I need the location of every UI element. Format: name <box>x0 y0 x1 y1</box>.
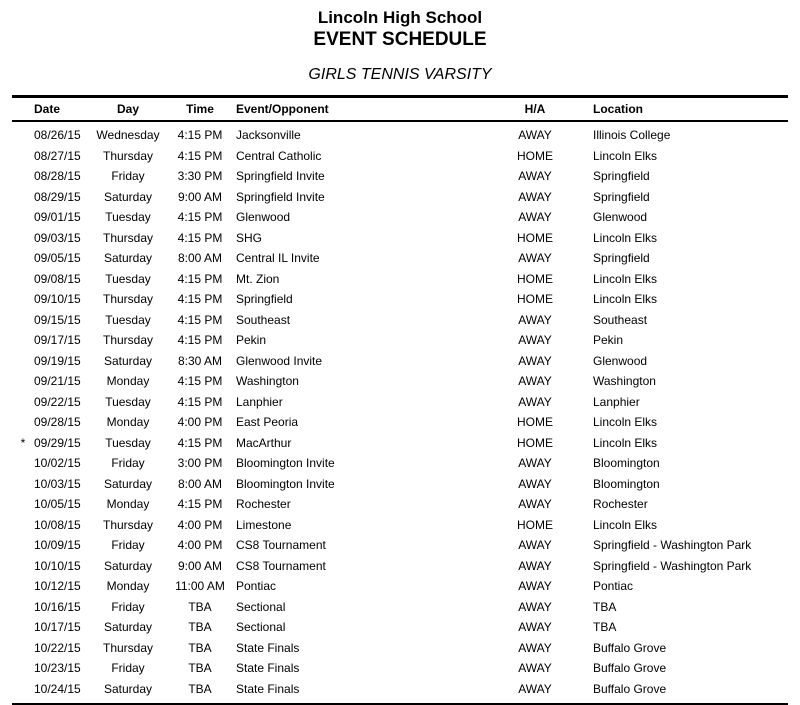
table-row <box>12 248 788 269</box>
cell-ha: AWAY <box>518 579 552 593</box>
cell-time: 4:15 PM <box>177 435 223 450</box>
cell-date: 10/05/15 <box>34 497 81 511</box>
cell-date: 09/21/15 <box>34 374 81 388</box>
cell-ha: AWAY <box>518 661 552 675</box>
cell-time: 9:00 AM <box>177 558 223 573</box>
cell-ha: HOME <box>517 148 553 163</box>
cell-time: 4:15 PM <box>177 210 223 224</box>
row-marker <box>12 289 34 310</box>
cell-day: Thursday <box>102 517 154 532</box>
cell-event: CS8 Tournament <box>236 538 326 552</box>
cell-event: Pontiac <box>236 579 277 593</box>
cell-time: TBA <box>188 640 212 655</box>
cell-event: Bloomington Invite <box>236 456 335 470</box>
table-header-row <box>12 97 788 122</box>
row-marker <box>12 576 34 597</box>
cell-ha: AWAY <box>518 210 552 224</box>
cell-time: 8:00 AM <box>177 251 223 265</box>
cell-location: Lincoln Elks <box>593 435 658 450</box>
cell-date: 09/10/15 <box>34 292 81 306</box>
table-row <box>12 658 788 679</box>
table-row <box>12 187 788 208</box>
row-marker <box>12 412 34 433</box>
cell-location: Washington <box>593 374 656 388</box>
cell-location: Glenwood <box>593 210 648 224</box>
cell-event: Sectional <box>236 620 286 634</box>
cell-time: 4:15 PM <box>177 128 223 142</box>
cell-event: State Finals <box>236 681 300 696</box>
cell-event: Central Catholic <box>236 148 322 163</box>
cell-day: Monday <box>106 415 150 429</box>
cell-location: Glenwood <box>593 353 648 368</box>
cell-date: 09/01/15 <box>34 210 81 224</box>
cell-event: Sectional <box>236 599 286 614</box>
row-marker <box>12 228 34 249</box>
cell-date: 10/10/15 <box>34 558 81 573</box>
cell-day: Thursday <box>102 292 154 306</box>
cell-location: Springfield - Washington Park <box>593 558 752 573</box>
table-row <box>12 556 788 577</box>
cell-time: 4:00 PM <box>177 517 223 532</box>
cell-location: Illinois College <box>593 128 671 142</box>
row-marker <box>12 392 34 413</box>
column-header-time: Time <box>164 97 236 122</box>
table-row <box>12 515 788 536</box>
cell-event: Glenwood Invite <box>236 353 323 368</box>
row-marker <box>12 515 34 536</box>
cell-location: Springfield <box>593 169 650 183</box>
table-row <box>12 535 788 556</box>
row-marker: * <box>20 435 26 450</box>
cell-day: Saturday <box>103 189 153 204</box>
cell-location: Pontiac <box>593 579 634 593</box>
cell-day: Thursday <box>102 333 154 347</box>
table-row <box>12 310 788 331</box>
cell-ha: AWAY <box>518 538 552 552</box>
cell-time: 4:00 PM <box>177 538 223 552</box>
table-row <box>12 679 788 704</box>
cell-event: Washington <box>236 374 299 388</box>
row-marker <box>12 371 34 392</box>
column-header-date: Date <box>34 97 92 122</box>
cell-event: CS8 Tournament <box>236 558 326 573</box>
row-marker <box>12 310 34 331</box>
document-header <box>0 0 800 85</box>
cell-ha: AWAY <box>518 620 552 634</box>
table-row <box>12 166 788 187</box>
cell-date: 09/17/15 <box>34 333 81 347</box>
cell-day: Saturday <box>103 620 153 634</box>
cell-location: Springfield - Washington Park <box>593 538 752 552</box>
cell-time: 3:30 PM <box>177 169 223 183</box>
cell-ha: AWAY <box>518 558 552 573</box>
cell-date: 09/08/15 <box>34 271 81 286</box>
cell-time: 8:30 AM <box>177 353 223 368</box>
cell-ha: AWAY <box>518 394 552 409</box>
row-marker <box>12 453 34 474</box>
cell-ha: AWAY <box>518 169 552 183</box>
cell-location: Bloomington <box>593 476 660 491</box>
cell-location: TBA <box>593 620 617 634</box>
cell-time: 4:15 PM <box>177 333 223 347</box>
cell-ha: AWAY <box>518 353 552 368</box>
table-row <box>12 146 788 167</box>
cell-event: Springfield Invite <box>236 189 325 204</box>
table-row <box>12 269 788 290</box>
cell-day: Monday <box>106 374 150 388</box>
cell-day: Saturday <box>103 681 153 696</box>
cell-date: 10/08/15 <box>34 517 81 532</box>
cell-time: TBA <box>188 681 212 696</box>
team-subtitle: GIRLS TENNIS VARSITY <box>308 66 492 83</box>
cell-date: 10/23/15 <box>34 661 81 675</box>
row-marker <box>12 146 34 167</box>
cell-date: 10/02/15 <box>34 456 81 470</box>
cell-event: State Finals <box>236 661 300 675</box>
cell-event: Southeast <box>236 312 291 327</box>
cell-time: 4:15 PM <box>177 394 223 409</box>
cell-event: East Peoria <box>236 415 299 429</box>
cell-event: Limestone <box>236 517 292 532</box>
table-row <box>12 289 788 310</box>
row-marker <box>12 658 34 679</box>
row-marker <box>12 597 34 618</box>
table-row <box>12 433 788 454</box>
cell-time: 4:15 PM <box>177 374 223 388</box>
cell-time: 4:15 PM <box>177 271 223 286</box>
cell-location: Lincoln Elks <box>593 517 658 532</box>
cell-date: 09/28/15 <box>34 415 81 429</box>
row-marker <box>12 207 34 228</box>
cell-day: Tuesday <box>105 210 151 224</box>
cell-ha: AWAY <box>518 251 552 265</box>
cell-day: Saturday <box>103 558 153 573</box>
table-row <box>12 121 788 146</box>
cell-location: Springfield <box>593 189 650 204</box>
cell-date: 10/17/15 <box>34 620 81 634</box>
row-marker <box>12 166 34 187</box>
table-row <box>12 351 788 372</box>
cell-time: 4:15 PM <box>177 148 223 163</box>
schedule-body <box>12 121 788 704</box>
row-marker <box>12 330 34 351</box>
cell-day: Tuesday <box>105 271 151 286</box>
cell-location: Lincoln Elks <box>593 230 658 245</box>
cell-time: 8:00 AM <box>177 476 223 491</box>
cell-ha: HOME <box>517 435 553 450</box>
cell-ha: HOME <box>517 517 553 532</box>
cell-day: Tuesday <box>105 312 151 327</box>
cell-day: Thursday <box>102 640 154 655</box>
table-row <box>12 371 788 392</box>
cell-date: 08/28/15 <box>34 169 81 183</box>
cell-date: 09/15/15 <box>34 312 81 327</box>
cell-location: TBA <box>593 599 617 614</box>
cell-date: 09/19/15 <box>34 353 81 368</box>
column-header-day: Day <box>92 97 164 122</box>
cell-date: 09/22/15 <box>34 394 81 409</box>
cell-day: Wednesday <box>96 128 160 142</box>
row-marker <box>12 535 34 556</box>
event-schedule-table <box>12 95 788 705</box>
cell-time: 4:15 PM <box>177 230 223 245</box>
cell-location: Pekin <box>593 333 624 347</box>
table-row <box>12 228 788 249</box>
column-header-ha: H/A <box>504 97 566 122</box>
cell-location: Southeast <box>593 312 648 327</box>
cell-time: 4:15 PM <box>177 292 223 306</box>
cell-event: Glenwood <box>236 210 291 224</box>
cell-time: 4:15 PM <box>177 497 223 511</box>
school-name: Lincoln High School <box>317 8 483 27</box>
table-row <box>12 207 788 228</box>
table-row <box>12 576 788 597</box>
cell-location: Lincoln Elks <box>593 292 658 306</box>
cell-date: 10/09/15 <box>34 538 81 552</box>
cell-day: Saturday <box>103 353 153 368</box>
cell-day: Monday <box>106 579 150 593</box>
cell-date: 08/26/15 <box>34 128 81 142</box>
cell-time: 3:00 PM <box>177 456 223 470</box>
cell-date: 10/12/15 <box>34 579 81 593</box>
cell-day: Friday <box>111 661 145 675</box>
cell-ha: AWAY <box>518 476 552 491</box>
cell-day: Friday <box>111 599 145 614</box>
cell-location: Buffalo Grove <box>593 661 667 675</box>
cell-ha: HOME <box>517 415 553 429</box>
page-title: EVENT SCHEDULE <box>313 29 487 50</box>
cell-event: Springfield <box>236 292 293 306</box>
cell-day: Saturday <box>103 476 153 491</box>
cell-day: Thursday <box>102 230 154 245</box>
cell-date: 08/29/15 <box>34 189 81 204</box>
cell-time: 4:00 PM <box>177 415 223 429</box>
cell-ha: HOME <box>517 292 553 306</box>
column-header-event: Event/Opponent <box>236 97 504 122</box>
table-row <box>12 494 788 515</box>
cell-ha: AWAY <box>518 599 552 614</box>
cell-ha: AWAY <box>518 312 552 327</box>
cell-ha: HOME <box>517 271 553 286</box>
cell-event: Jacksonville <box>236 128 301 142</box>
row-marker <box>12 248 34 269</box>
cell-location: Buffalo Grove <box>593 681 667 696</box>
table-row <box>12 597 788 618</box>
row-marker <box>12 269 34 290</box>
cell-event: State Finals <box>236 640 300 655</box>
row-marker <box>12 617 34 638</box>
row-marker <box>12 121 34 146</box>
cell-location: Springfield <box>593 251 650 265</box>
column-header-location: Location <box>566 97 788 122</box>
row-marker <box>12 638 34 659</box>
cell-event: Rochester <box>236 497 291 511</box>
cell-day: Friday <box>111 538 145 552</box>
cell-ha: AWAY <box>518 374 552 388</box>
cell-day: Friday <box>111 456 145 470</box>
cell-location: Lincoln Elks <box>593 415 658 429</box>
row-marker <box>12 556 34 577</box>
table-row <box>12 474 788 495</box>
cell-date: 10/03/15 <box>34 476 81 491</box>
cell-ha: AWAY <box>518 681 552 696</box>
cell-location: Lanphier <box>593 394 640 409</box>
cell-time: TBA <box>188 661 212 675</box>
cell-event: Mt. Zion <box>236 271 280 286</box>
cell-day: Thursday <box>102 148 154 163</box>
cell-location: Buffalo Grove <box>593 640 667 655</box>
row-marker <box>12 679 34 704</box>
cell-time: 11:00 AM <box>175 579 225 593</box>
table-row <box>12 617 788 638</box>
cell-date: 10/22/15 <box>34 640 81 655</box>
cell-location: Lincoln Elks <box>593 271 658 286</box>
row-marker <box>12 187 34 208</box>
row-marker <box>12 494 34 515</box>
table-row <box>12 330 788 351</box>
cell-date: 09/29/15 <box>34 435 81 450</box>
cell-day: Friday <box>111 169 145 183</box>
cell-date: 09/05/15 <box>34 251 81 265</box>
cell-time: 9:00 AM <box>177 189 223 204</box>
cell-day: Tuesday <box>105 394 151 409</box>
column-header-marker <box>12 97 34 122</box>
table-row <box>12 638 788 659</box>
table-row <box>12 412 788 433</box>
cell-ha: HOME <box>517 230 553 245</box>
row-marker <box>12 474 34 495</box>
cell-date: 10/16/15 <box>34 599 81 614</box>
cell-time: TBA <box>188 620 212 634</box>
row-marker <box>12 351 34 372</box>
cell-event: SHG <box>236 230 263 245</box>
cell-date: 10/24/15 <box>34 681 81 696</box>
cell-day: Tuesday <box>105 435 151 450</box>
cell-ha: AWAY <box>518 456 552 470</box>
cell-day: Saturday <box>103 251 153 265</box>
table-row <box>12 392 788 413</box>
cell-ha: AWAY <box>518 189 552 204</box>
cell-location: Lincoln Elks <box>593 148 658 163</box>
cell-event: Central IL Invite <box>236 251 320 265</box>
cell-ha: AWAY <box>518 333 552 347</box>
table-row <box>12 453 788 474</box>
cell-date: 09/03/15 <box>34 230 81 245</box>
cell-time: 4:15 PM <box>177 312 223 327</box>
cell-event: MacArthur <box>236 435 292 450</box>
cell-date: 08/27/15 <box>34 148 81 163</box>
cell-time: TBA <box>188 599 212 614</box>
cell-day: Monday <box>106 497 150 511</box>
cell-event: Springfield Invite <box>236 169 325 183</box>
cell-ha: AWAY <box>518 497 552 511</box>
cell-event: Lanphier <box>236 394 283 409</box>
cell-event: Pekin <box>236 333 267 347</box>
cell-location: Rochester <box>593 497 648 511</box>
cell-location: Bloomington <box>593 456 660 470</box>
cell-ha: AWAY <box>518 640 552 655</box>
cell-ha: AWAY <box>518 128 552 142</box>
cell-event: Bloomington Invite <box>236 476 335 491</box>
